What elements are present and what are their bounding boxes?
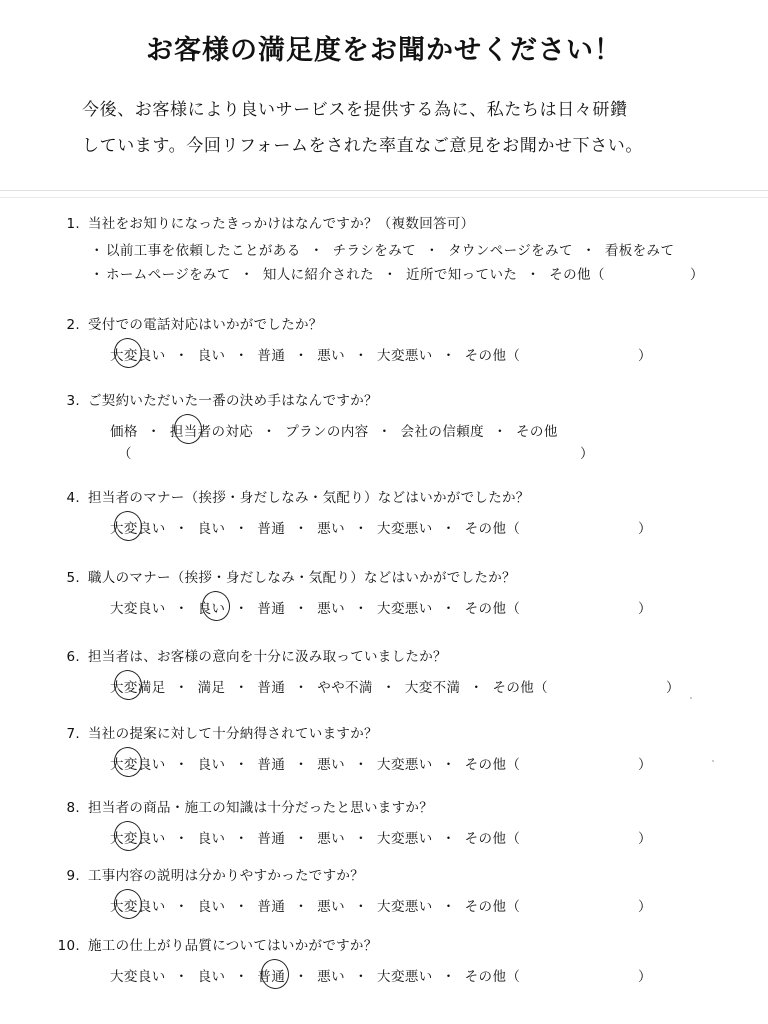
answer-option[interactable]: チラシをみて bbox=[332, 243, 417, 259]
option-separator: ・ bbox=[294, 348, 309, 364]
intro-line-1: 今後、お客様により良いサービスを提供する為に、私たちは日々研鑽 bbox=[82, 100, 628, 120]
option-separator: ・ bbox=[381, 680, 396, 696]
option-separator: ・ bbox=[493, 424, 507, 440]
option-row bbox=[110, 344, 520, 364]
option-separator: ・ bbox=[309, 243, 324, 259]
answer-option[interactable]: その他（ bbox=[464, 831, 521, 847]
question-number: 3. bbox=[66, 393, 80, 409]
answer-option[interactable]: 普通 bbox=[257, 601, 286, 617]
option-separator: ・ bbox=[354, 601, 368, 617]
other-close-paren: ） bbox=[638, 601, 652, 617]
option-separator: ・ bbox=[354, 899, 368, 915]
option-separator: ・ bbox=[90, 267, 104, 283]
other-close-paren: ） bbox=[580, 446, 594, 462]
question-label: 受付での電話対応はいかがでしたか？ bbox=[88, 317, 323, 333]
other-close-paren: ） bbox=[690, 267, 704, 283]
answer-option[interactable]: 普通 bbox=[257, 831, 286, 847]
option-separator: ・ bbox=[174, 757, 189, 773]
answer-option[interactable]: 近所で知っていた bbox=[406, 267, 518, 283]
selection-circle bbox=[111, 886, 145, 921]
option-separator: ・ bbox=[441, 757, 456, 773]
answer-option[interactable]: その他（ bbox=[464, 969, 521, 985]
question-text bbox=[46, 566, 516, 586]
option-separator: ・ bbox=[526, 267, 541, 283]
option-separator: ・ bbox=[354, 969, 368, 985]
option-separator: ・ bbox=[294, 899, 309, 915]
answer-option[interactable]: 普通 bbox=[257, 899, 286, 915]
answer-option[interactable]: 大変満足 bbox=[110, 676, 166, 696]
option-separator: ・ bbox=[174, 680, 189, 696]
question-label: 担当者の商品・施工の知識は十分だったと思いますか？ bbox=[88, 800, 433, 816]
option-row bbox=[110, 753, 520, 773]
option-separator: ・ bbox=[174, 899, 189, 915]
option-separator: ・ bbox=[441, 601, 456, 617]
option-separator: ・ bbox=[239, 267, 254, 283]
intro-text bbox=[82, 92, 722, 164]
option-separator: ・ bbox=[294, 757, 309, 773]
option-separator: ・ bbox=[234, 831, 249, 847]
option-separator: ・ bbox=[234, 757, 249, 773]
answer-option[interactable]: 大変悪い bbox=[377, 757, 433, 773]
other-close-paren: ） bbox=[638, 899, 652, 915]
other-close-paren: ） bbox=[666, 680, 680, 696]
option-separator: ・ bbox=[354, 521, 368, 537]
answer-option[interactable]: 大変良い bbox=[110, 344, 166, 364]
option-separator: ・ bbox=[294, 969, 309, 985]
selection-circle bbox=[111, 744, 145, 779]
selection-circle bbox=[111, 508, 145, 543]
option-separator: ・ bbox=[354, 831, 368, 847]
answer-option[interactable]: 大変悪い bbox=[377, 521, 433, 537]
answer-option[interactable]: 大変悪い bbox=[377, 899, 433, 915]
option-separator: ・ bbox=[354, 348, 368, 364]
option-row bbox=[110, 597, 520, 617]
option-separator: ・ bbox=[234, 601, 249, 617]
intro-line-2: しています。今回リフォームをされた率直なご意見をお聞かせ下さい。 bbox=[82, 136, 643, 156]
option-row bbox=[110, 895, 520, 915]
scan-speck bbox=[690, 697, 692, 699]
answer-option[interactable]: 大変悪い bbox=[377, 601, 433, 617]
answer-option[interactable]: 大変悪い bbox=[377, 348, 433, 364]
option-separator: ・ bbox=[234, 521, 249, 537]
answer-option[interactable]: 大変不満 bbox=[404, 680, 461, 696]
option-separator: ・ bbox=[441, 348, 456, 364]
option-separator: ・ bbox=[146, 424, 161, 440]
answer-option[interactable]: 良い bbox=[197, 757, 226, 773]
option-separator: ・ bbox=[294, 601, 309, 617]
answer-option[interactable]: 悪い bbox=[317, 601, 346, 617]
answer-option[interactable]: 普通 bbox=[257, 521, 286, 537]
option-row bbox=[88, 239, 674, 259]
other-open-paren: （ bbox=[118, 446, 132, 462]
answer-option[interactable]: 大変悪い bbox=[377, 969, 433, 985]
answer-option[interactable]: 大変良い bbox=[110, 895, 166, 915]
option-separator: ・ bbox=[294, 680, 309, 696]
option-separator: ・ bbox=[234, 348, 249, 364]
answer-option[interactable]: 以前工事を依頼したことがある bbox=[106, 243, 301, 259]
answer-option[interactable]: 悪い bbox=[317, 348, 346, 364]
option-row bbox=[110, 420, 558, 440]
question-text bbox=[46, 389, 378, 409]
option-separator: ・ bbox=[174, 521, 189, 537]
selection-circle bbox=[171, 411, 205, 446]
question-label: 施工の仕上がり品質についてはいかがですか？ bbox=[88, 938, 378, 954]
option-separator: ・ bbox=[174, 969, 189, 985]
answer-option[interactable]: その他（ bbox=[464, 348, 521, 364]
question-number: 1. bbox=[66, 216, 80, 232]
selection-circle bbox=[111, 818, 145, 853]
option-separator: ・ bbox=[294, 521, 309, 537]
option-row bbox=[110, 517, 520, 537]
answer-option[interactable]: 普通 bbox=[257, 757, 286, 773]
question-number: 7. bbox=[66, 726, 80, 742]
question-text bbox=[46, 645, 447, 665]
answer-option[interactable]: 大変良い bbox=[110, 517, 166, 537]
answer-option[interactable]: 悪い bbox=[317, 969, 346, 985]
answer-option[interactable]: 会社の信頼度 bbox=[400, 424, 485, 440]
answer-option[interactable]: 悪い bbox=[317, 899, 346, 915]
answer-option[interactable]: 良い bbox=[197, 969, 226, 985]
answer-option[interactable]: 良い bbox=[197, 348, 226, 364]
answer-option[interactable]: 担当者の対応 bbox=[170, 420, 253, 440]
answer-option[interactable]: 良い bbox=[197, 521, 226, 537]
answer-option[interactable]: 悪い bbox=[317, 831, 346, 847]
question-text bbox=[46, 212, 474, 232]
option-separator: ・ bbox=[294, 831, 309, 847]
option-separator: ・ bbox=[234, 680, 249, 696]
selection-circle bbox=[111, 335, 145, 370]
other-close-paren: ） bbox=[638, 757, 652, 773]
answer-option[interactable]: 悪い bbox=[317, 521, 346, 537]
answer-option[interactable]: 大変良い bbox=[110, 601, 166, 617]
option-separator: ・ bbox=[383, 267, 397, 283]
answer-option[interactable]: 知人に紹介された bbox=[262, 267, 375, 283]
answer-option[interactable]: その他（ bbox=[464, 601, 521, 617]
answer-option[interactable]: 満足 bbox=[197, 680, 226, 696]
answer-option[interactable]: その他（ bbox=[464, 521, 521, 537]
section-divider bbox=[0, 190, 768, 198]
option-separator: ・ bbox=[469, 680, 484, 696]
option-separator: ・ bbox=[441, 831, 456, 847]
answer-option[interactable]: タウンページをみて bbox=[448, 243, 573, 259]
answer-option[interactable]: 大変良い bbox=[110, 753, 166, 773]
option-separator: ・ bbox=[174, 601, 189, 617]
option-separator: ・ bbox=[90, 243, 104, 259]
other-close-paren: ） bbox=[638, 521, 652, 537]
question-text bbox=[46, 313, 323, 333]
option-row bbox=[110, 676, 548, 696]
option-row bbox=[88, 263, 605, 283]
selection-circle bbox=[111, 667, 145, 702]
answer-option[interactable]: 普通 bbox=[257, 348, 286, 364]
question-label: 工事内容の説明は分かりやすかったですか？ bbox=[88, 868, 364, 884]
option-separator: ・ bbox=[174, 348, 189, 364]
scan-speck bbox=[712, 760, 714, 762]
answer-option[interactable]: 良い bbox=[198, 597, 226, 617]
option-separator: ・ bbox=[377, 424, 392, 440]
question-label: 職人のマナー（挨拶・身だしなみ・気配り）などはいかがでしたか？ bbox=[88, 570, 516, 586]
question-text bbox=[46, 722, 378, 742]
answer-option[interactable]: 良い bbox=[197, 899, 226, 915]
answer-option[interactable]: プランの内容 bbox=[285, 424, 369, 440]
question-number: 5. bbox=[66, 570, 80, 586]
answer-option[interactable]: その他（ bbox=[549, 267, 605, 283]
question-text bbox=[46, 486, 530, 506]
option-separator: ・ bbox=[174, 831, 189, 847]
question-number: 6. bbox=[66, 649, 80, 665]
question-label: 当社をお知りになったきっかけはなんですか？（複数回答可） bbox=[88, 216, 475, 232]
option-separator: ・ bbox=[354, 757, 368, 773]
question-label: 担当者は、お客様の意向を十分に汲み取っていましたか？ bbox=[88, 649, 447, 665]
question-number: 2. bbox=[66, 317, 80, 333]
option-separator: ・ bbox=[441, 969, 456, 985]
page-title: お客様の満足度をお聞かせください！ bbox=[146, 35, 622, 66]
answer-option[interactable]: 普通 bbox=[257, 680, 286, 696]
option-separator: ・ bbox=[441, 899, 456, 915]
other-close-paren: ） bbox=[638, 831, 652, 847]
question-number: 4. bbox=[66, 490, 80, 506]
question-text bbox=[46, 934, 378, 954]
option-separator: ・ bbox=[234, 899, 249, 915]
question-text bbox=[46, 796, 433, 816]
answer-option[interactable]: 大変良い bbox=[110, 969, 166, 985]
option-separator: ・ bbox=[581, 243, 596, 259]
option-separator: ・ bbox=[234, 969, 249, 985]
answer-option[interactable]: その他（ bbox=[464, 757, 521, 773]
answer-option[interactable]: その他（ bbox=[464, 899, 521, 915]
option-separator: ・ bbox=[262, 424, 277, 440]
option-row bbox=[110, 827, 520, 847]
other-close-paren: ） bbox=[638, 969, 652, 985]
answer-option[interactable]: ホームページをみて bbox=[106, 267, 231, 283]
option-row bbox=[110, 965, 520, 985]
other-close-paren: ） bbox=[638, 348, 652, 364]
answer-option[interactable]: 良い bbox=[197, 831, 226, 847]
question-label: 担当者のマナー（挨拶・身だしなみ・気配り）などはいかがでしたか？ bbox=[88, 490, 530, 506]
question-label: ご契約いただいた一番の決め手はなんですか？ bbox=[88, 393, 378, 409]
answer-option[interactable]: 大変悪い bbox=[377, 831, 433, 847]
question-number: 9. bbox=[66, 868, 80, 884]
option-separator: ・ bbox=[425, 243, 439, 259]
answer-option[interactable]: 看板をみて bbox=[604, 243, 675, 259]
answer-option[interactable]: やや不満 bbox=[317, 680, 373, 696]
answer-option[interactable]: その他 bbox=[516, 424, 558, 440]
answer-option[interactable]: 悪い bbox=[317, 757, 346, 773]
answer-option[interactable]: 大変良い bbox=[110, 827, 166, 847]
question-number: 10. bbox=[57, 938, 80, 954]
answer-option[interactable]: その他（ bbox=[492, 680, 549, 696]
option-separator: ・ bbox=[441, 521, 456, 537]
question-label: 当社の提案に対して十分納得されていますか？ bbox=[88, 726, 378, 742]
question-text bbox=[46, 864, 364, 884]
answer-option[interactable]: 普通 bbox=[257, 965, 285, 985]
answer-option[interactable]: 価格 bbox=[110, 424, 138, 440]
question-number: 8. bbox=[66, 800, 80, 816]
